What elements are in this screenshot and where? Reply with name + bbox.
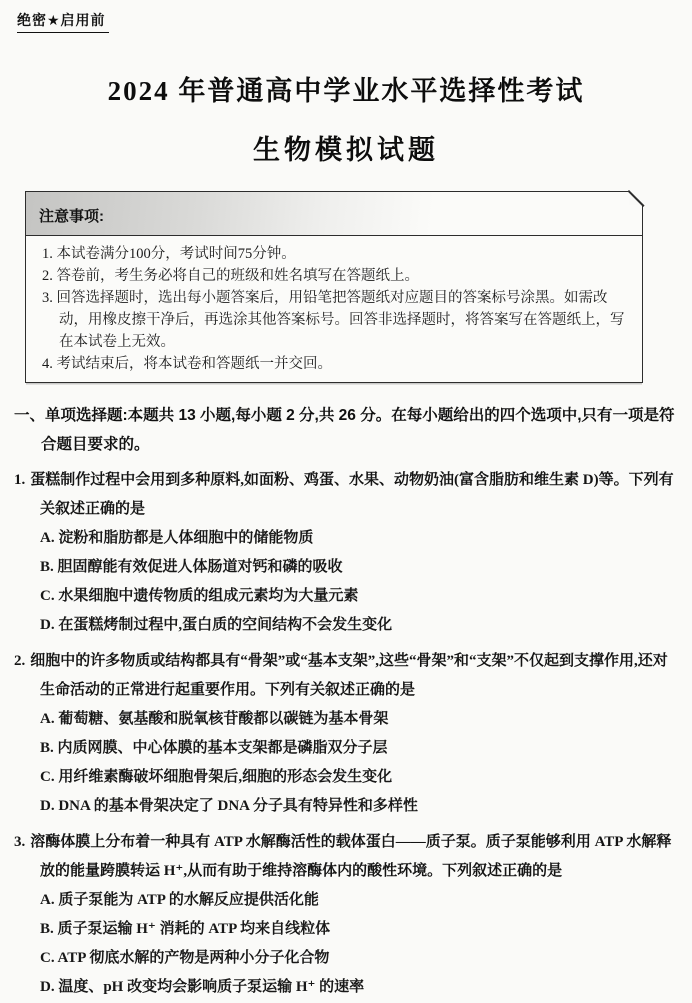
question-3-option-b: B. 质子泵运输 H⁺ 消耗的 ATP 均来自线粒体 bbox=[40, 921, 331, 937]
question-1-stem-text: 蛋糕制作过程中会用到多种原料,如面粉、鸡蛋、水果、动物奶油(富含脂肪和维生素 D)等。下列有关叙述正确的是 bbox=[30, 472, 674, 517]
question-2-options bbox=[14, 705, 678, 821]
notice-item-1: 1. 本试卷满分100分，考试时间75分钟。 bbox=[42, 246, 296, 262]
notice-item-3: 3. 回答选择题时，选出每小题答案后，用铅笔把答题纸对应题目的答案标号涂黑。如需改动，用橡皮擦干净后，再选涂其他答案标号。回答非选择题时，将答案写在答题纸上，写在本试卷上无效。 bbox=[42, 290, 625, 350]
notice-item-2: 2. 答卷前，考生务必将自己的班级和姓名填写在答题纸上。 bbox=[42, 268, 419, 284]
classification-label: 绝密★启用前 bbox=[17, 10, 109, 33]
notice-box bbox=[25, 191, 643, 383]
question-1-number: 1. bbox=[14, 472, 26, 488]
question-2-option-c: C. 用纤维素酶破坏细胞骨架后,细胞的形态会发生变化 bbox=[40, 769, 393, 785]
question-1-option-b: B. 胆固醇能有效促进人体肠道对钙和磷的吸收 bbox=[40, 559, 343, 575]
question-3 bbox=[14, 828, 678, 1002]
question-2-option-d: D. DNA 的基本骨架决定了 DNA 分子具有特异性和多样性 bbox=[40, 798, 418, 814]
notice-header bbox=[26, 192, 642, 236]
question-1-option-c: C. 水果细胞中遗传物质的组成元素均为大量元素 bbox=[40, 588, 359, 604]
question-3-number: 3. bbox=[14, 834, 26, 850]
question-1-option-a: A. 淀粉和脂肪都是人体细胞中的储能物质 bbox=[40, 530, 314, 546]
question-2-stem bbox=[14, 647, 678, 705]
section-heading: 一、单项选择题:本题共 13 小题,每小题 2 分,共 26 分。在每小题给出的四个选项中,只有一项是符合题目要求的。 bbox=[14, 407, 675, 453]
notice-box-corner-bevel bbox=[629, 190, 644, 205]
question-1-option-d: D. 在蛋糕烤制过程中,蛋白质的空间结构不会发生变化 bbox=[40, 617, 393, 633]
notice-header-label: 注意事项: bbox=[39, 208, 104, 225]
question-3-option-d: D. 温度、pH 改变均会影响质子泵运输 H⁺ 的速率 bbox=[40, 979, 365, 995]
question-3-stem-text: 溶酶体膜上分布着一种具有 ATP 水解酶活性的载体蛋白——质子泵。质子泵能够利用 ATP 水解释放的能量跨膜转运 H⁺,从而有助于维持溶酶体内的酸性环境。下列叙述正确的是 bbox=[30, 834, 672, 879]
question-3-option-a: A. 质子泵能为 ATP 的水解反应提供活化能 bbox=[40, 892, 319, 908]
notice-item-4: 4. 考试结束后，将本试卷和答题纸一并交回。 bbox=[42, 356, 332, 372]
question-2-option-b: B. 内质网膜、中心体膜的基本支架都是磷脂双分子层 bbox=[40, 740, 388, 756]
question-3-stem bbox=[14, 828, 678, 886]
question-1-stem bbox=[14, 466, 678, 524]
exam-title-line1: 2024 年普通高中学业水平选择性考试 bbox=[107, 76, 585, 106]
question-1-options bbox=[14, 524, 678, 640]
question-3-options bbox=[14, 886, 678, 1002]
notice-body bbox=[26, 236, 642, 382]
question-3-option-c: C. ATP 彻底水解的产物是两种小分子化合物 bbox=[40, 950, 330, 966]
question-2-number: 2. bbox=[14, 653, 26, 669]
exam-title-line2: 生物模拟试题 bbox=[253, 135, 439, 165]
question-2 bbox=[14, 647, 678, 821]
question-2-option-a: A. 葡萄糖、氨基酸和脱氧核苷酸都以碳链为基本骨架 bbox=[40, 711, 389, 727]
question-1 bbox=[14, 466, 678, 640]
question-2-stem-text: 细胞中的许多物质或结构都具有“骨架”或“基本支架”,这些“骨架”和“支架”不仅起到支撑作用,还对生命活动的正常进行起重要作用。下列有关叙述正确的是 bbox=[30, 653, 668, 698]
